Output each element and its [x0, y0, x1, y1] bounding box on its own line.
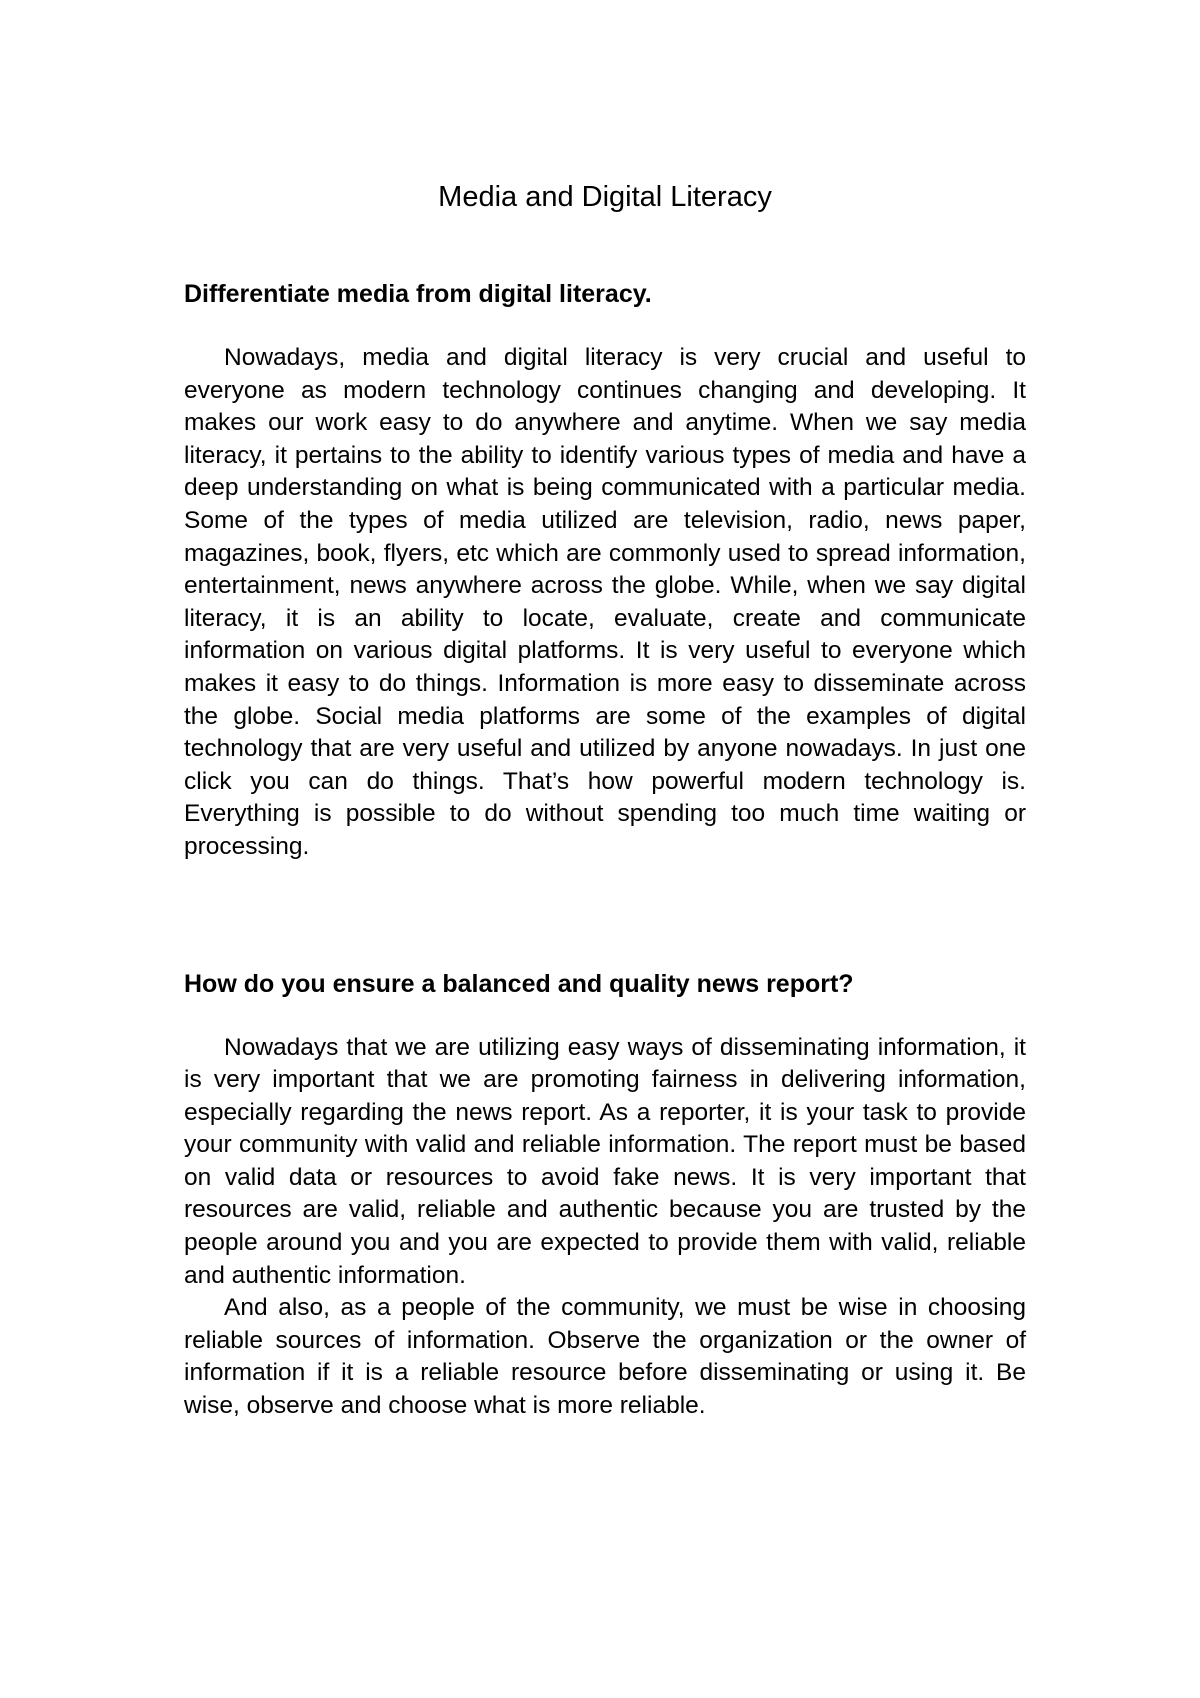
document-body	[184, 172, 1026, 1423]
document-title: Media and Digital Literacy	[438, 181, 772, 213]
section-paragraph: Nowadays that we are utilizing easy ways of disseminating information, it is very important that we are promoting fairness in delivering information, especially regarding the news report. As a reporter, it is your task to provide your community with valid and reliable information. The report must be based on valid data or resources to avoid fake news. It is very important that resources are valid, reliable and authentic because you are trusted by the people around you and you are expected to provide them with valid, reliable and authentic information.	[184, 1033, 1026, 1289]
section-paragraph: And also, as a people of the community, we must be wise in choosing reliable sources of information. Observe the organization or the owner of information if it is a reliable resource before disseminating or using it. Be wise, observe and choose what is more reliable.	[184, 1294, 1026, 1420]
section-paragraph: Nowadays, media and digital literacy is very crucial and useful to everyone as modern technology continues changing and developing. It makes our work easy to do anywhere and anytime. When we say media literacy, it pertains to the ability to identify various types of media and have a deep understanding on what is being communicated with a particular media. Some of the types of media utilized are television, radio, news paper, magazines, book, flyers, etc which are commonly used to spread information, entertainment, news anywhere across the globe. While, when we say digital literacy, it is an ability to locate, evaluate, create and communicate information on various digital platforms. It is very useful to everyone which makes it easy to do things. Information is more easy to disseminate across the globe. Social media platforms are some of the examples of digital technology that are very useful and utilized by anyone nowadays. In just one click you can do things. That’s how powerful modern technology is. Everything is possible to do without spending too much time waiting or processing.	[184, 344, 1026, 860]
section-heading: Differentiate media from digital literacy.	[184, 280, 652, 308]
section-heading: How do you ensure a balanced and quality news report?	[184, 969, 854, 998]
